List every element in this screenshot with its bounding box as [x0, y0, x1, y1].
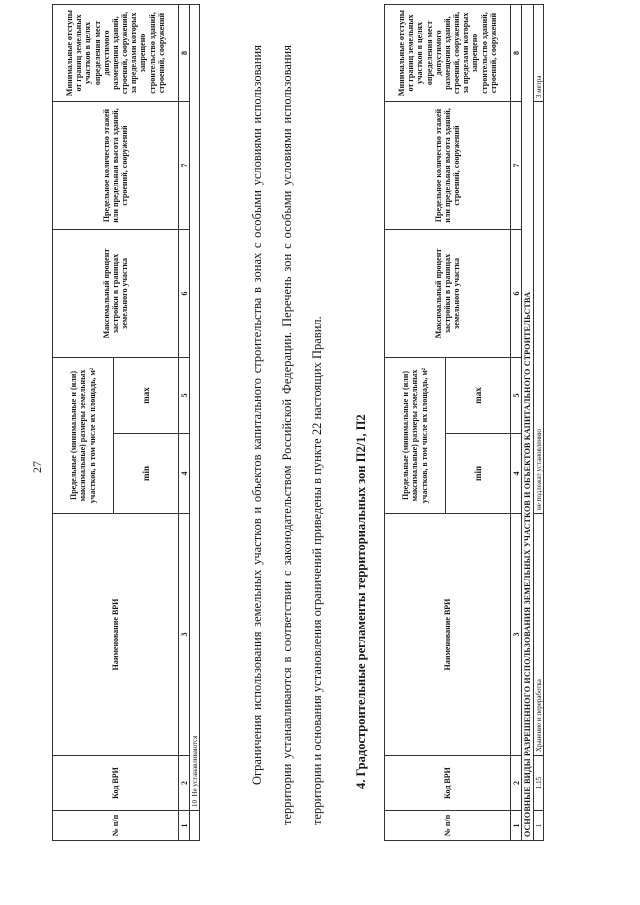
row-number: 1	[534, 811, 544, 841]
header-percent: Максимальный процент застройки в границах земельного участка	[53, 230, 179, 358]
header-num: № п/п	[385, 811, 511, 841]
row-name: Хранение и переработка	[534, 514, 544, 756]
header-name: Наименование ВРИ	[53, 514, 179, 756]
col-number: 4	[179, 434, 190, 514]
header-offsets: Минимальные отступы от границ земельных участков в целях определения мест допустимого размещения зданий, строений, сооружений, за пределами которых запрещено строительство зданий, строений, сооружений	[385, 5, 511, 102]
page-number: 27	[30, 461, 44, 473]
header-max: max	[114, 358, 179, 434]
col-number: 4	[511, 434, 522, 514]
header-code: Код ВРИ	[53, 756, 179, 811]
header-offsets: Минимальные отступы от границ земельных участков в целях определения мест допустимого размещения зданий, строений, сооружений, за пределами которых запрещено строительство зданий, строений, сооружений	[53, 5, 179, 102]
col-number: 3	[511, 514, 522, 756]
row-text: Не устанавливаются	[190, 735, 199, 797]
header-floors: Предельное количество этажей или предельная высота зданий, строений, сооружений	[53, 102, 179, 230]
col-number: 8	[179, 5, 190, 102]
col-number: 3	[179, 514, 190, 756]
col-number: 6	[179, 230, 190, 358]
section-heading: 4. Градостроительные регламенты территориальных зон П2/1, П2	[354, 414, 368, 789]
col-number: 6	[511, 230, 522, 358]
restrictions-paragraph: Ограничения использования земельных участков и объектов капитального строительства в зонах с особыми условиями использования территории устанавливаются в соответствии с законодательством Российской Федерации. Перечень зон с особыми условиями использования территории и основания установления ограничений приведены в пункте 22 настоящих Правил.	[250, 45, 324, 825]
col-number: 2	[511, 756, 522, 811]
header-name: Наименование ВРИ	[385, 514, 511, 756]
header-size: Предельные (минимальные и (или) максимальные) размеры земельных участков, в том числе их площадь, м²	[53, 358, 114, 514]
row-offset: 3 метра	[534, 5, 544, 102]
row-code: 1.15	[534, 756, 544, 811]
header-min: min	[114, 434, 179, 514]
col-number: 1	[179, 811, 190, 841]
col-number: 1	[511, 811, 522, 841]
col-number: 7	[179, 102, 190, 230]
header-min: min	[446, 434, 511, 514]
col-number: 5	[511, 358, 522, 434]
row-size: не подлежат установлению	[534, 102, 544, 514]
header-size: Предельные (минимальные и (или) максимальные) размеры земельных участков, в том числе их площадь, м²	[385, 358, 446, 514]
row-number: 10	[190, 800, 199, 807]
header-code: Код ВРИ	[385, 756, 511, 811]
col-number: 2	[179, 756, 190, 811]
header-percent: Максимальный процент застройки в границах земельного участка	[385, 230, 511, 358]
header-num: № п/п	[53, 811, 179, 841]
header-max: max	[446, 358, 511, 434]
col-number: 8	[511, 5, 522, 102]
col-number: 5	[179, 358, 190, 434]
col-number: 7	[511, 102, 522, 230]
table-row	[190, 5, 200, 811]
section-title: ОСНОВНЫЕ ВИДЫ РАЗРЕШЕННОГО ИСПОЛЬЗОВАНИЯ ЗЕМЕЛЬНЫХ УЧАСТКОВ И ОБЪЕКТОВ КАПИТАЛЬНОГО СТРОИТЕЛЬСТВА	[522, 5, 534, 841]
regulations-table-bottom	[384, 4, 544, 841]
regulations-table-top	[52, 4, 200, 841]
header-floors: Предельное количество этажей или предельная высота зданий, строений, сооружений	[385, 102, 511, 230]
